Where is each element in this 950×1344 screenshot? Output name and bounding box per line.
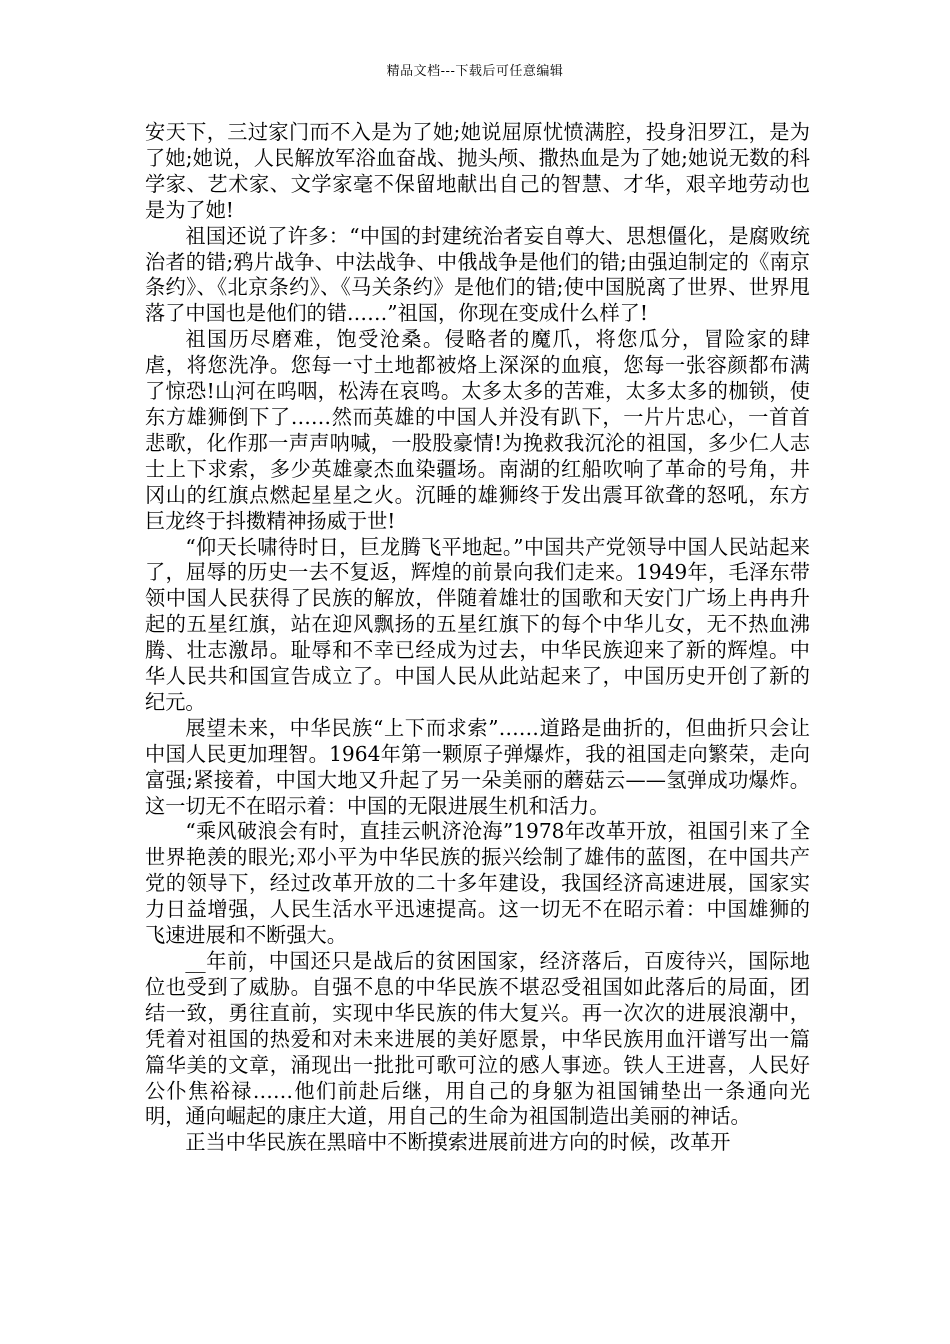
document-body [145,120,810,1156]
paragraph: 正当中华民族在黑暗中不断摸索进展前进方向的时候，改革开 [185,1130,731,1155]
paragraph: 展望未来，中华民族“上下而求索”……道路是曲折的，但曲折只会让中国人民更加理智。1964年第一颗原子弹爆炸，我的祖国走向繁荣，走向富强;紧接着，中国大地又升起了另一朵美丽的蘑菇云——氢弹成功爆炸。这一切无不在昭示着：中国的无限进展生机和活力。 [145,715,810,818]
paragraph: 安天下，三过家门而不入是为了她;她说屈原忧愤满腔，投身汨罗江，是为了她;她说，人民解放军浴血奋战、抛头颅、撒热血是为了她;她说无数的科学家、艺术家、文学家毫不保留地献出自己的智慧、才华，艰辛地劳动也是为了她! [145,120,810,222]
paragraph: “仰天长啸待时日，巨龙腾飞平地起。”中国共产党领导中国人民站起来了，屈辱的历史一去不复返，辉煌的前景向我们走来。1949年，毛泽东带领中国人民获得了民族的解放，伴随着雄壮的国歌和天安门广场上冉冉升起的五星红旗，站在迎风飘扬的五星红旗下的每个中华儿女，无不热血沸腾、壮志激昂。耻辱和不幸已经成为过去，中华民族迎来了新的辉煌。中华人民共和国宣告成立了。中国人民从此站起来了，中国历史开创了新的纪元。 [145,534,810,714]
page-header: 精品文档---下载后可任意编辑 [386,64,564,79]
paragraph: 祖国还说了许多：“中国的封建统治者妄自尊大、思想僵化，是腐败统治者的错;鸦片战争、中法战争、中俄战争是他们的错;由强迫制定的《南京条约》、《北京条约》、《马关条约》是他们的错;使中国脱离了世界、世界甩落了中国也是他们的错……”祖国，你现在变成什么样了! [145,223,810,326]
paragraph: 祖国历尽磨难，饱受沧桑。侵略者的魔爪，将您瓜分，冒险家的肆虐，将您洗净。您每一寸土地都被烙上深深的血痕，您每一张容颜都布满了惊恐!山河在呜咽，松涛在哀鸣。太多太多的苦难，太多太多的枷锁，使东方雄狮倒下了……然而英雄的中国人并没有趴下，一片片忠心，一首首悲歌，化作那一声声呐喊，一股股豪情!为挽救我沉沦的祖国，多少仁人志士上下求索，多少英雄豪杰血染疆场。南湖的红船吹响了革命的号角，井冈山的红旗点燃起星星之火。沉睡的雄狮终于发出震耳欲聋的怒吼，东方巨龙终于抖擞精神扬威于世! [145,327,810,533]
paragraph: __年前，中国还只是战后的贫困国家，经济落后，百废待兴，国际地位也受到了威胁。自强不息的中华民族不堪忍受祖国如此落后的局面，团结一致，勇往直前，实现中华民族的伟大复兴。再一次次的进展浪潮中，凭着对祖国的热爱和对未来进展的美好愿景，中华民族用血汗谱写出一篇篇华美的文章，涌现出一批批可歌可泣的感人事迹。铁人王进喜，人民好公仆焦裕禄……他们前赴后继，用自己的身躯为祖国铺垫出一条通向光明，通向崛起的康庄大道，用自己的生命为祖国制造出美丽的神话。 [145,949,810,1129]
paragraph: “乘风破浪会有时，直挂云帆济沧海”1978年改革开放，祖国引来了全世界艳羡的眼光;邓小平为中华民族的振兴绘制了雄伟的蓝图，在中国共产党的领导下，经过改革开放的二十多年建设，我国经济高速进展，国家实力日益增强，人民生活水平迅速提高。这一切无不在昭示着：中国雄狮的飞速进展和不断强大。 [145,819,810,948]
